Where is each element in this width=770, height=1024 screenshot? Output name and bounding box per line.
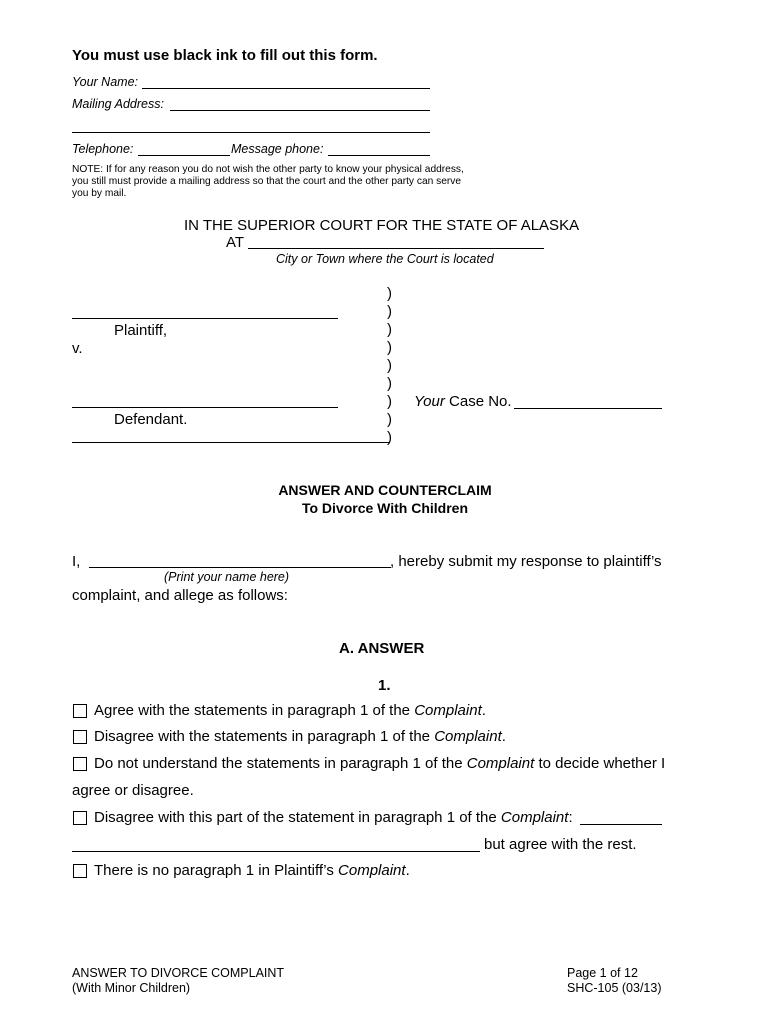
note-line-1: NOTE: If for any reason you do not wish the other party to know your physical address, [72, 164, 464, 175]
paragraph-number: 1. [378, 677, 391, 694]
option-text: There is no paragraph 1 in Plaintiff’s [94, 862, 339, 879]
versus-label: v. [72, 340, 83, 357]
option-complaint: Complaint [338, 862, 406, 879]
no-paragraph-checkbox[interactable] [73, 864, 87, 878]
court-at-label: AT [226, 234, 245, 251]
option-end: . [481, 702, 486, 719]
partial-disagree-field[interactable] [580, 824, 662, 825]
mailing-address-field-line2[interactable] [72, 132, 430, 133]
option-end: to decide whether I [534, 755, 666, 772]
option-end: . [405, 862, 410, 879]
caption-paren: ) [387, 321, 392, 338]
not-understand-option-line2: agree or disagree. [72, 782, 194, 799]
agree-checkbox[interactable] [73, 704, 87, 718]
option-end: . [501, 728, 506, 745]
option-complaint: Complaint [500, 809, 569, 826]
plaintiff-label: Plaintiff, [114, 322, 168, 339]
intro-i: I, [72, 553, 81, 570]
court-city-field[interactable] [248, 248, 544, 249]
footer-form-title: ANSWER TO DIVORCE COMPLAINT [72, 966, 285, 980]
disagree-option-text [94, 728, 506, 745]
city-caption: City or Town where the Court is located [276, 252, 494, 266]
partial-disagree-checkbox[interactable] [73, 811, 87, 825]
plaintiff-name-field[interactable] [72, 318, 338, 319]
footer-form-code: SHC-105 (03/13) [567, 981, 662, 995]
case-number-your: Your [414, 393, 445, 410]
your-name-field[interactable] [142, 88, 430, 89]
form-title: ANSWER AND COUNTERCLAIM [278, 482, 492, 498]
option-text: Disagree with this part of the statement in paragraph 1 of the [94, 809, 501, 826]
mailing-address-label: Mailing Address: [72, 97, 164, 111]
intro-complaint-line: complaint, and allege as follows: [72, 587, 288, 604]
option-text: Do not understand the statements in paragraph 1 of the [94, 755, 467, 772]
not-understand-checkbox[interactable] [73, 757, 87, 771]
telephone-field[interactable] [138, 155, 230, 156]
caption-paren: ) [387, 411, 392, 428]
respondent-name-field[interactable] [89, 567, 391, 568]
agree-option-text [94, 702, 486, 719]
footer-page-number: Page 1 of 12 [567, 966, 638, 980]
section-a-heading: A. ANSWER [339, 640, 425, 657]
case-number-field[interactable] [514, 408, 662, 409]
mailing-address-field[interactable] [170, 110, 430, 111]
your-name-label: Your Name: [72, 75, 139, 89]
disagree-checkbox[interactable] [73, 730, 87, 744]
option-text: Disagree with the statements in paragraph 1 of the [94, 728, 435, 745]
message-phone-field[interactable] [328, 155, 430, 156]
print-name-caption: (Print your name here) [164, 570, 290, 584]
partial-disagree-field-line2[interactable] [72, 851, 480, 852]
option-complaint: Complaint [466, 755, 535, 772]
defendant-label: Defendant. [114, 411, 188, 428]
telephone-label: Telephone: [72, 142, 134, 156]
option-complaint: Complaint [414, 702, 482, 719]
option-complaint: Complaint [434, 728, 502, 745]
footer-form-subtitle: (With Minor Children) [72, 981, 191, 995]
option-text: Agree with the statements in paragraph 1 of the [94, 702, 415, 719]
not-understand-option-text [94, 755, 665, 772]
caption-paren: ) [387, 303, 392, 320]
partial-disagree-option-line2: but agree with the rest. [484, 836, 637, 853]
caption-bottom-rule [72, 442, 390, 443]
note-line-3: you by mail. [72, 188, 127, 199]
caption-paren: ) [387, 357, 392, 374]
ink-instruction: You must use black ink to fill out this form. [72, 47, 378, 64]
message-phone-label: Message phone: [231, 142, 324, 156]
form-subtitle: To Divorce With Children [301, 500, 469, 516]
caption-paren: ) [387, 285, 392, 302]
partial-disagree-option-text [94, 809, 573, 826]
intro-submit-text: , hereby submit my response to plaintiff’s [390, 553, 662, 570]
case-number-label [414, 393, 512, 410]
option-end: : [568, 809, 573, 826]
court-title: IN THE SUPERIOR COURT FOR THE STATE OF ALASKA [184, 217, 580, 234]
case-number-text: Case No. [449, 393, 512, 410]
note-line-2: you still must provide a mailing address so that the court and the other party can serve [72, 176, 462, 187]
defendant-name-field[interactable] [72, 407, 338, 408]
no-paragraph-option-text [94, 862, 410, 879]
caption-paren: ) [387, 393, 392, 410]
caption-paren: ) [387, 339, 392, 356]
caption-paren: ) [387, 375, 392, 392]
caption-paren: ) [387, 429, 392, 446]
